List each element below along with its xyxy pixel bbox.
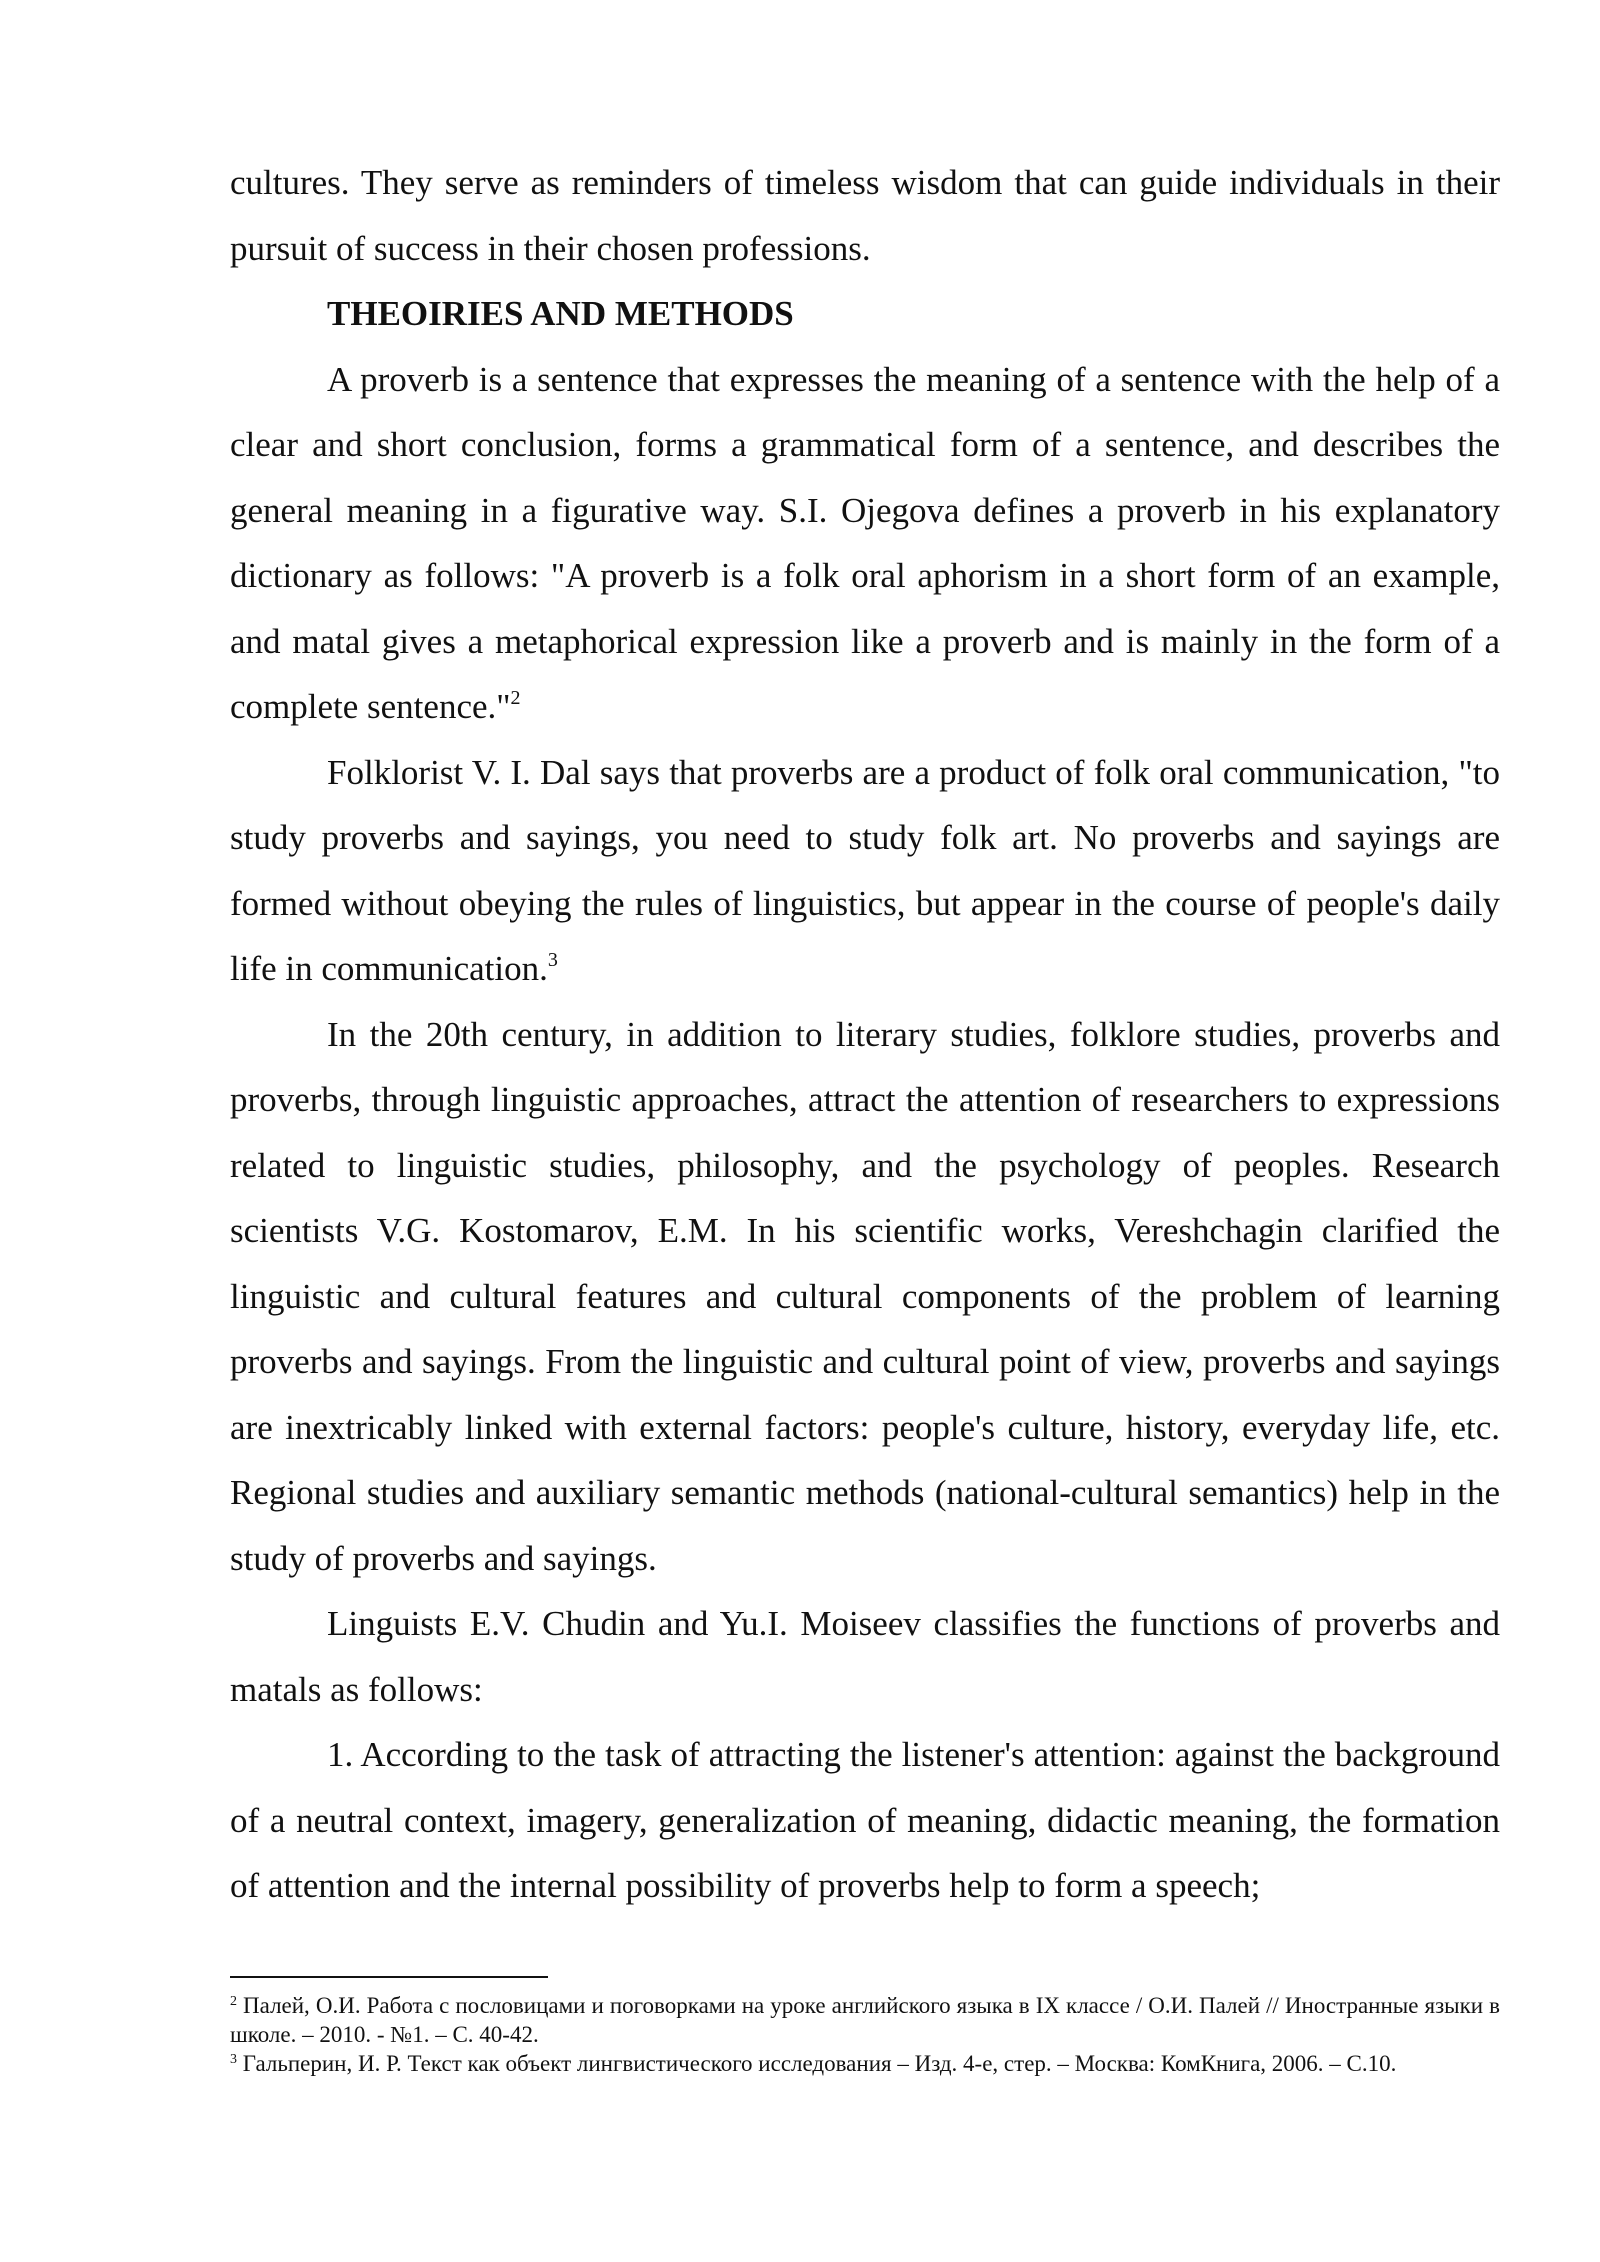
paragraph-text: cultures. They serve as reminders of timeless wisdom that can guide individuals in their pursuit of success in their chosen professions. xyxy=(230,163,1500,268)
footnote-text: Гальперин, И. Р. Текст как объект лингвистического исследования – Изд. 4-е, стер. – Москва: КомКнига, 2006. – С.10. xyxy=(242,2051,1397,2076)
paragraph-text: Linguists E.V. Chudin and Yu.I. Moiseev classifies the functions of proverbs and matals as follows: xyxy=(230,1604,1500,1709)
document-body xyxy=(230,150,1500,1919)
paragraph-text: 1. According to the task of attracting the listener's attention: against the background of a neutral context, imagery, generalization of meaning, didactic meaning, the formation of attention and the internal possibility of proverbs help to form a speech; xyxy=(230,1735,1500,1905)
footnote-ref-3[interactable]: 3 xyxy=(547,949,558,971)
footnotes xyxy=(230,1991,1500,2078)
paragraph-text: A proverb is a sentence that expresses the meaning of a sentence with the help of a clear and short conclusion, forms a grammatical form of a sentence, and describes the general meaning in a figurative way. S.I. Ojegova defines a proverb in his explanatory dictionary as follows: "A proverb is a folk oral aphorism in a short form of an example, and matal gives a metaphorical expression like a proverb and is mainly in the form of a complete sentence." xyxy=(230,359,1500,726)
paragraph-text: In the 20th century, in addition to literary studies, folklore studies, proverbs and proverbs, through linguistic approaches, attract the attention of researchers to expressions related to linguistic studies, philosophy, and the psychology of peoples. Research scientists V.G. Kostomarov, E.M. In his scientific works, Vereshchagin clarified the linguistic and cultural features and cultural components of the problem of learning proverbs and sayings. From the linguistic and cultural point of view, proverbs and sayings are inextricably linked with external factors: people's culture, history, everyday life, etc. Regional studies and auxiliary semantic methods (national-cultural semantics) help in the study of proverbs and sayings. xyxy=(230,1014,1500,1578)
footnote-2 xyxy=(230,1991,1500,2049)
paragraph-20th-century xyxy=(230,1002,1500,1592)
footnote-3 xyxy=(230,2049,1500,2078)
paragraph-continuation xyxy=(230,150,1500,281)
footnote-separator xyxy=(230,1976,548,1978)
footnote-number: 3 xyxy=(230,2052,237,2067)
footnote-text: Палей, О.И. Работа с пословицами и поговорками на уроке английского языка в IX классе / О.И. Палей // Иностранные языки в школе. – 2010. - №1. – С. 40-42. xyxy=(230,1993,1500,2047)
footnote-ref-2[interactable]: 2 xyxy=(510,687,521,709)
section-heading: THEOIRIES AND METHODS xyxy=(327,294,794,333)
footnote-number: 2 xyxy=(230,1994,237,2009)
paragraph-proverb-definition xyxy=(230,347,1500,740)
paragraph-dal xyxy=(230,740,1500,1002)
paragraph-linguists xyxy=(230,1591,1500,1722)
paragraph-function-1 xyxy=(230,1722,1500,1919)
paragraph-text: Folklorist V. I. Dal says that proverbs are a product of folk oral communication, "to study proverbs and sayings, you need to study folk art. No proverbs and sayings are formed without obeying the rules of linguistics, but appear in the course of people's daily life in communication. xyxy=(230,752,1500,988)
